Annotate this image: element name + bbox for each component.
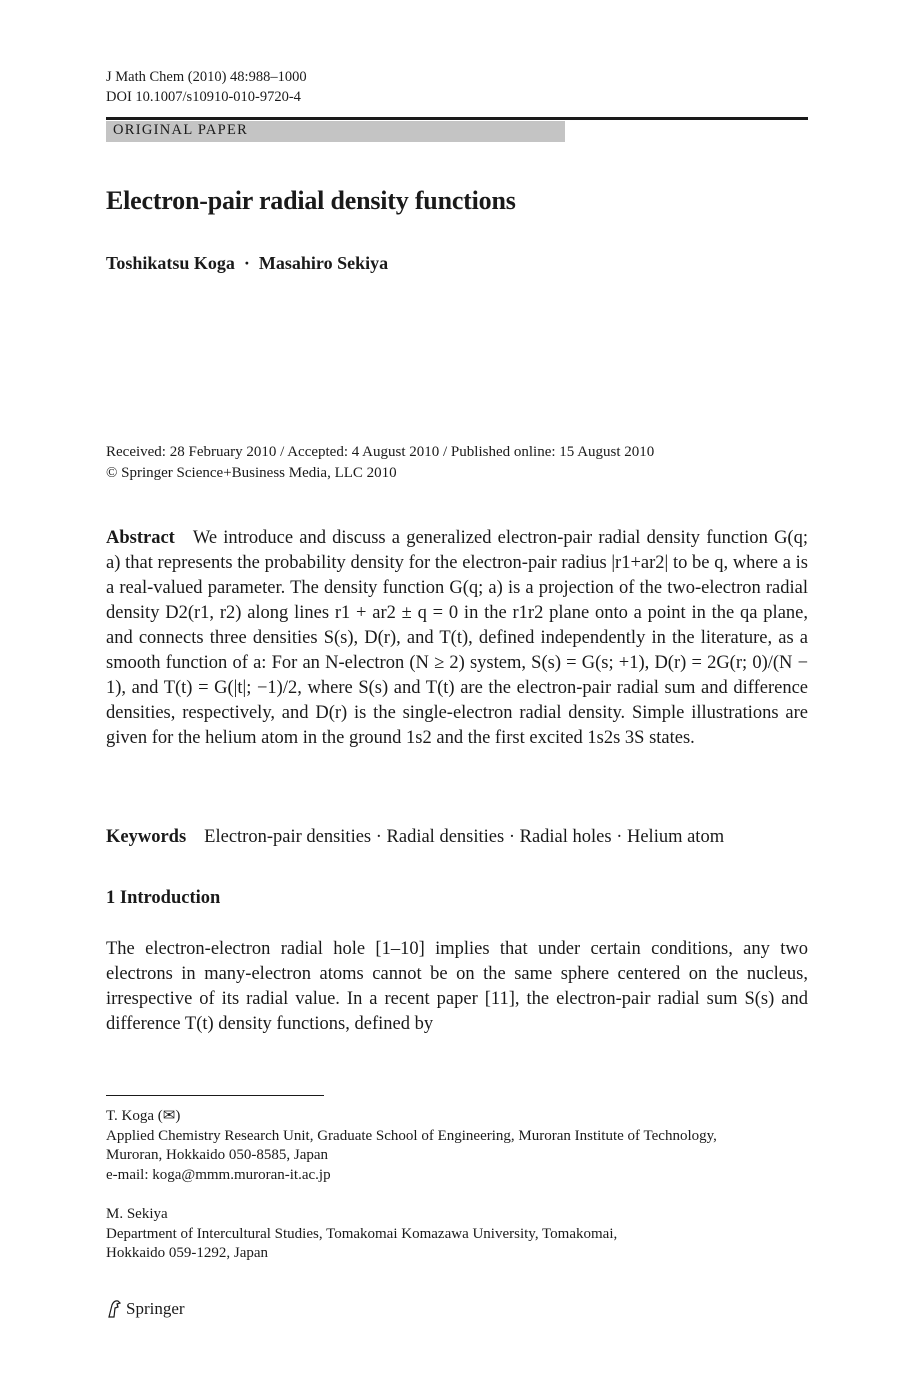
author-separator: ·	[243, 253, 250, 273]
affiliation-name: T. Koga (✉)	[106, 1108, 181, 1124]
springer-horse-icon	[106, 1299, 122, 1319]
abstract	[106, 526, 808, 751]
footnote-rule	[106, 1095, 324, 1096]
affiliation-email[interactable]: e-mail: koga@mmm.muroran-it.ac.jp	[106, 1167, 331, 1184]
author-list	[106, 253, 388, 274]
affiliation-line: Department of Intercultural Studies, Tomakomai Komazawa University, Tomakomai,	[106, 1225, 618, 1242]
doi-line: DOI 10.1007/s10910-010-9720-4	[106, 88, 301, 105]
publisher-logo	[106, 1299, 185, 1319]
paper-title: Electron-pair radial density functions	[106, 186, 516, 215]
journal-line: J Math Chem (2010) 48:988–1000	[106, 69, 307, 85]
copyright-line: © Springer Science+Business Media, LLC 2010	[106, 465, 397, 481]
keywords-text: Electron-pair densities · Radial densities · Radial holes · Helium atom	[204, 827, 725, 847]
keywords	[106, 825, 808, 850]
affiliation-koga	[106, 1107, 808, 1186]
affiliation-sekiya	[106, 1205, 808, 1264]
abstract-label: Abstract	[106, 528, 175, 548]
affiliation-line: Muroran, Hokkaido 050-8585, Japan	[106, 1147, 329, 1164]
affiliation-name: M. Sekiya	[106, 1206, 168, 1222]
publisher-name: Springer	[126, 1299, 185, 1318]
affiliation-line: Hokkaido 059-1292, Japan	[106, 1245, 269, 1262]
header-rule	[106, 117, 808, 120]
article-type-badge: ORIGINAL PAPER	[106, 121, 565, 142]
publication-dates	[106, 442, 808, 484]
section-heading: 1 Introduction	[106, 888, 221, 908]
history-line: Received: 28 February 2010 / Accepted: 4 August 2010 / Published online: 15 August 2010	[106, 444, 655, 460]
introduction-text: The electron-electron radial hole [1–10] implies that under certain conditions, any two electrons in many-electron atoms cannot be on the same sphere centered on the nucleus, irrespective of its radial value. In a recent paper [11], the electron-pair radial sum S(s) and difference T(t) density functions, defined by	[106, 939, 808, 1034]
author-name: Masahiro Sekiya	[258, 253, 389, 273]
affiliation-line: Applied Chemistry Research Unit, Graduate School of Engineering, Muroran Institute of Technology,	[106, 1127, 717, 1144]
journal-citation	[106, 68, 307, 107]
keywords-label: Keywords	[106, 827, 187, 847]
abstract-text: We introduce and discuss a generalized electron-pair radial density function G(q; a) that represents the probability density for the electron-pair radius |r1+ar2| to be q, where a is a real-valued parameter. The density function G(q; a) is a projection of the two-electron radial density D2(r1, r2) along lines r1 + ar2 ± q = 0 in the r1r2 plane onto a point in the qa plane, and connects three densities S(s), D(r), and T(t), defined independently in the literature, as a smooth function of a: For an N-electron (N ≥ 2) system, S(s) = G(s; +1), D(r) = 2G(r; 0)/(N − 1), and T(t) = G(|t|; −1)/2, where S(s) and T(t) are the electron-pair radial sum and difference densities, respectively, and D(r) is the single-electron radial density. Simple illustrations are given for the helium atom in the ground 1s2 and the first excited 1s2s 3S states.	[106, 528, 808, 748]
author-name: Toshikatsu Koga	[106, 253, 235, 273]
